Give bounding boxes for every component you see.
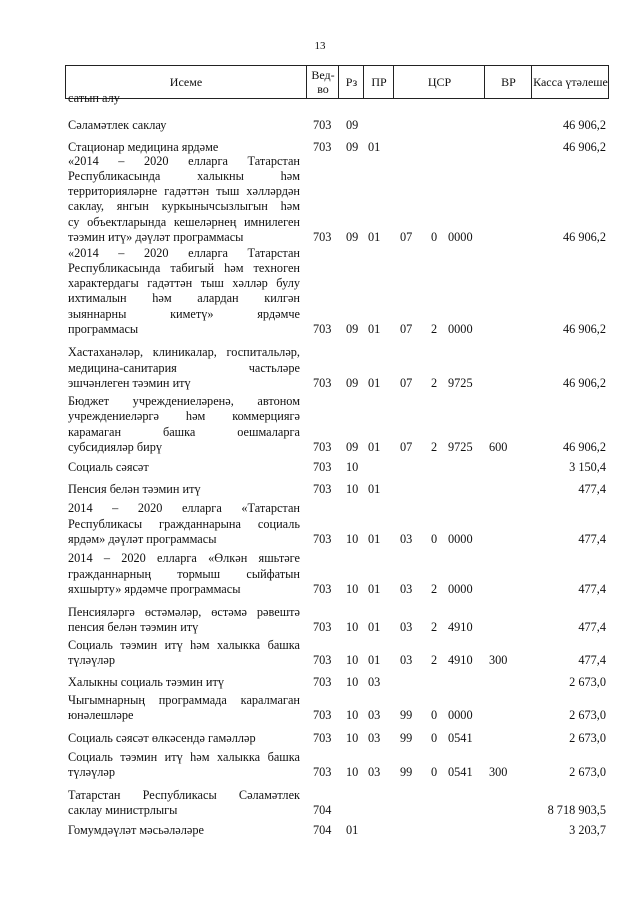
- cell-csr1: 99: [400, 730, 413, 745]
- cell-csr3: 0541: [448, 764, 473, 779]
- table-row: [65, 605, 609, 635]
- cell-pr: 03: [368, 707, 381, 722]
- cell-amount: 2 673,0: [569, 707, 606, 722]
- cell-ved: 703: [313, 619, 332, 634]
- cell-amount: 477,4: [578, 619, 606, 634]
- cell-pr: 01: [368, 531, 381, 546]
- cell-csr3: 9725: [448, 439, 473, 454]
- cell-ved: 703: [313, 764, 332, 779]
- cell-amount: 46 906,2: [562, 229, 606, 244]
- row-name: [68, 823, 300, 838]
- row-name-line: Республикасында халыкны һәм: [68, 168, 300, 183]
- cell-rz: 10: [346, 581, 359, 596]
- row-name-line: эшчәнлеген тәэмин итү: [68, 375, 191, 390]
- cell-amount: 46 906,2: [562, 375, 606, 390]
- table-row: [65, 551, 609, 597]
- cell-csr2: 0: [431, 229, 438, 244]
- row-name-line: Социаль тәэмин итү һәм халыкка башка: [68, 637, 300, 652]
- cell-pr: 01: [368, 375, 381, 390]
- header-kassa: Касса үтәлеше: [531, 66, 609, 98]
- cell-ved: 703: [313, 459, 332, 474]
- table-row: [65, 823, 609, 838]
- row-name-line: Бюджет учреждениеләренә, автоном: [68, 394, 300, 409]
- row-name: [68, 693, 300, 723]
- row-name: [68, 482, 300, 497]
- row-name-line: сатып алу: [68, 90, 120, 105]
- row-name-line: программасы: [68, 321, 139, 336]
- row-name-line: учреждениеләргә һәм коммерциягә: [68, 409, 300, 424]
- cell-ved: 703: [313, 674, 332, 689]
- cell-rz: 09: [346, 375, 359, 390]
- row-name: [68, 638, 300, 668]
- cell-ved: 703: [313, 581, 332, 596]
- cell-csr3: 0541: [448, 730, 473, 745]
- row-name-line: ихтималын һәм алардан килгән: [68, 291, 300, 306]
- cell-rz: 10: [346, 652, 359, 667]
- row-name-line: Социаль сәясәт өлкәсендә гамәлләр: [68, 730, 256, 745]
- cell-ved: 703: [313, 707, 332, 722]
- cell-amount: 2 673,0: [569, 764, 606, 779]
- row-name-line: су объектларында кешеләрнең имнилеген: [68, 214, 300, 229]
- cell-pr: 01: [368, 652, 381, 667]
- cell-pr: 01: [368, 619, 381, 634]
- row-name-line: тәэмин итү» дәүләт программасы: [68, 229, 244, 244]
- row-name-line: саклау министрлыгы: [68, 802, 178, 817]
- cell-ved: 704: [313, 822, 332, 837]
- row-name-line: Гомумдәүләт мәсьәләләре: [68, 822, 204, 837]
- cell-csr2: 0: [431, 764, 438, 779]
- row-name-line: карамаган башка оешмаларга: [68, 424, 300, 439]
- cell-amount: 8 718 903,5: [547, 802, 606, 817]
- cell-amount: 477,4: [578, 652, 606, 667]
- row-name-line: субсидияләр бирү: [68, 439, 163, 454]
- cell-ved: 703: [313, 375, 332, 390]
- cell-rz: 10: [346, 459, 359, 474]
- row-name: [68, 118, 300, 133]
- cell-ved: 703: [313, 321, 332, 336]
- cell-rz: 09: [346, 139, 359, 154]
- cell-csr1: 07: [400, 375, 413, 390]
- header-ved: Вед-во: [306, 66, 339, 98]
- cell-pr: 03: [368, 730, 381, 745]
- row-name-line: «2014 – 2020 елларга Татарстан: [68, 153, 300, 168]
- header-csr: ЦСР: [393, 66, 485, 98]
- row-name-line: 2014 – 2020 елларга «Татарстан: [68, 501, 300, 516]
- cell-ved: 703: [313, 481, 332, 496]
- cell-rz: 10: [346, 730, 359, 745]
- row-name-line: Татарстан Республикасы Сәламәтлек: [68, 787, 300, 802]
- cell-rz: 10: [346, 764, 359, 779]
- cell-ved: 704: [313, 802, 332, 817]
- cell-csr1: 07: [400, 229, 413, 244]
- cell-csr3: 0000: [448, 321, 473, 336]
- cell-csr2: 2: [431, 321, 438, 336]
- cell-amount: 2 673,0: [569, 674, 606, 689]
- cell-ved: 703: [313, 652, 332, 667]
- row-name-line: юнәлешләре: [68, 707, 134, 722]
- cell-csr3: 4910: [448, 652, 473, 667]
- row-name-line: Халыкны социаль тәэмин итү: [68, 674, 225, 689]
- page-number: 13: [314, 40, 326, 52]
- cell-csr2: 2: [431, 581, 438, 596]
- row-name: [68, 501, 300, 547]
- cell-pr: 01: [368, 321, 381, 336]
- cell-ved: 703: [313, 531, 332, 546]
- row-name: [68, 246, 300, 337]
- cell-rz: 09: [346, 229, 359, 244]
- cell-csr3: 0000: [448, 531, 473, 546]
- cell-amount: 477,4: [578, 581, 606, 596]
- cell-ved: 703: [313, 439, 332, 454]
- row-name-line: характердагы гадәттән тыш хәлләр булу: [68, 276, 300, 291]
- row-name-line: Республикасында табигый һәм техноген: [68, 260, 300, 275]
- row-name: [68, 91, 300, 106]
- cell-csr3: 9725: [448, 375, 473, 390]
- row-name-line: саклау, янгын куркынычсызлыгын һәм: [68, 199, 300, 214]
- cell-vr: 600: [489, 439, 508, 454]
- table-row: [65, 460, 609, 475]
- header-pr: ПР: [363, 66, 394, 98]
- cell-csr2: 2: [431, 439, 438, 454]
- cell-csr1: 07: [400, 439, 413, 454]
- row-name-line: Чыгымнарның программада каралмаган: [68, 692, 300, 707]
- cell-csr2: 0: [431, 707, 438, 722]
- cell-amount: 3 203,7: [569, 822, 606, 837]
- row-name-line: Пенсияләргә өстәмәләр, өстәмә рәвештә: [68, 604, 300, 619]
- cell-amount: 46 906,2: [562, 439, 606, 454]
- cell-rz: 10: [346, 674, 359, 689]
- row-name: [68, 394, 300, 455]
- row-name-line: түләүләр: [68, 652, 116, 667]
- table-row: [65, 788, 609, 818]
- cell-csr1: 99: [400, 764, 413, 779]
- header-name: Исеме: [169, 75, 203, 89]
- row-name: [68, 154, 300, 245]
- row-name-line: Сәламәтлек саклау: [68, 117, 167, 132]
- cell-csr1: 03: [400, 619, 413, 634]
- row-name: [68, 345, 300, 391]
- table-row: [65, 394, 609, 455]
- cell-rz: 10: [346, 531, 359, 546]
- table-row: [65, 750, 609, 780]
- row-name: [68, 460, 300, 475]
- table-row: [65, 345, 609, 391]
- table-row: [65, 154, 609, 245]
- cell-rz: 09: [346, 117, 359, 132]
- header-vr: ВР: [484, 66, 532, 98]
- cell-rz: 10: [346, 481, 359, 496]
- cell-pr: 03: [368, 674, 381, 689]
- cell-csr2: 2: [431, 619, 438, 634]
- row-name: [68, 731, 300, 746]
- cell-pr: 03: [368, 764, 381, 779]
- row-name-line: «2014 – 2020 елларга Татарстан: [68, 245, 300, 260]
- row-name-line: түләүләр: [68, 764, 116, 779]
- cell-csr3: 0000: [448, 229, 473, 244]
- table-row: [65, 140, 609, 155]
- cell-csr1: 07: [400, 321, 413, 336]
- row-name-line: зыяннарны киметү» ярдәмче: [68, 306, 300, 321]
- cell-csr3: 4910: [448, 619, 473, 634]
- cell-rz: 10: [346, 619, 359, 634]
- cell-vr: 300: [489, 764, 508, 779]
- cell-csr3: 0000: [448, 707, 473, 722]
- cell-ved: 703: [313, 117, 332, 132]
- cell-csr2: 0: [431, 531, 438, 546]
- table-row: [65, 118, 609, 133]
- row-name: [68, 140, 300, 155]
- table-row: [65, 675, 609, 690]
- cell-rz: 09: [346, 321, 359, 336]
- row-name-line: Хастаханәләр, клиникалар, госпитальләр,: [68, 345, 300, 360]
- row-name: [68, 551, 300, 597]
- table-row: [65, 731, 609, 746]
- row-name-line: медицина-санитария частьләре: [68, 360, 300, 375]
- cell-amount: 3 150,4: [569, 459, 606, 474]
- row-name-line: Стационар медицина ярдәме: [68, 139, 219, 154]
- row-name-line: Республикасы гражданнарына социаль: [68, 516, 300, 531]
- cell-ved: 703: [313, 229, 332, 244]
- cell-amount: 46 906,2: [562, 321, 606, 336]
- cell-pr: 01: [368, 229, 381, 244]
- table-row: [65, 638, 609, 668]
- cell-csr1: 03: [400, 581, 413, 596]
- cell-ved: 703: [313, 730, 332, 745]
- row-name-line: яхшырту» ярдәмче программасы: [68, 581, 241, 596]
- row-name: [68, 675, 300, 690]
- row-name-line: территорияләрне гадәттән тыш хәлләрдән: [68, 184, 300, 199]
- table-row: [65, 246, 609, 337]
- row-name-line: пенсия белән тәэмин итү: [68, 619, 199, 634]
- cell-amount: 46 906,2: [562, 139, 606, 154]
- cell-rz: 09: [346, 439, 359, 454]
- row-name-line: Социаль сәясәт: [68, 459, 149, 474]
- cell-csr1: 99: [400, 707, 413, 722]
- cell-csr2: 2: [431, 375, 438, 390]
- row-name-line: гражданнарның тормыш сыйфатын: [68, 566, 300, 581]
- row-name-line: Социаль тәэмин итү һәм халыкка башка: [68, 749, 300, 764]
- cell-amount: 477,4: [578, 481, 606, 496]
- row-name-line: ярдәм» дәүләт программасы: [68, 531, 217, 546]
- cell-rz: 01: [346, 822, 359, 837]
- cell-csr2: 2: [431, 652, 438, 667]
- row-name-line: Пенсия белән тәэмин итү: [68, 481, 201, 496]
- cell-csr2: 0: [431, 730, 438, 745]
- row-name: [68, 788, 300, 818]
- cell-csr1: 03: [400, 531, 413, 546]
- row-name-line: 2014 – 2020 елларга «Өлкән яшьтәге: [68, 551, 300, 566]
- cell-amount: 46 906,2: [562, 117, 606, 132]
- cell-csr3: 0000: [448, 581, 473, 596]
- cell-amount: 2 673,0: [569, 730, 606, 745]
- row-name: [68, 605, 300, 635]
- table-row: [65, 501, 609, 547]
- cell-ved: 703: [313, 139, 332, 154]
- cell-pr: 01: [368, 481, 381, 496]
- cell-pr: 01: [368, 439, 381, 454]
- header-rz: Рз: [338, 66, 364, 98]
- cell-vr: 300: [489, 652, 508, 667]
- table-row: [65, 693, 609, 723]
- table-row: [65, 482, 609, 497]
- cell-csr1: 03: [400, 652, 413, 667]
- cell-amount: 477,4: [578, 531, 606, 546]
- cell-rz: 10: [346, 707, 359, 722]
- cell-pr: 01: [368, 139, 381, 154]
- table-row: [65, 91, 609, 106]
- row-name: [68, 750, 300, 780]
- cell-pr: 01: [368, 581, 381, 596]
